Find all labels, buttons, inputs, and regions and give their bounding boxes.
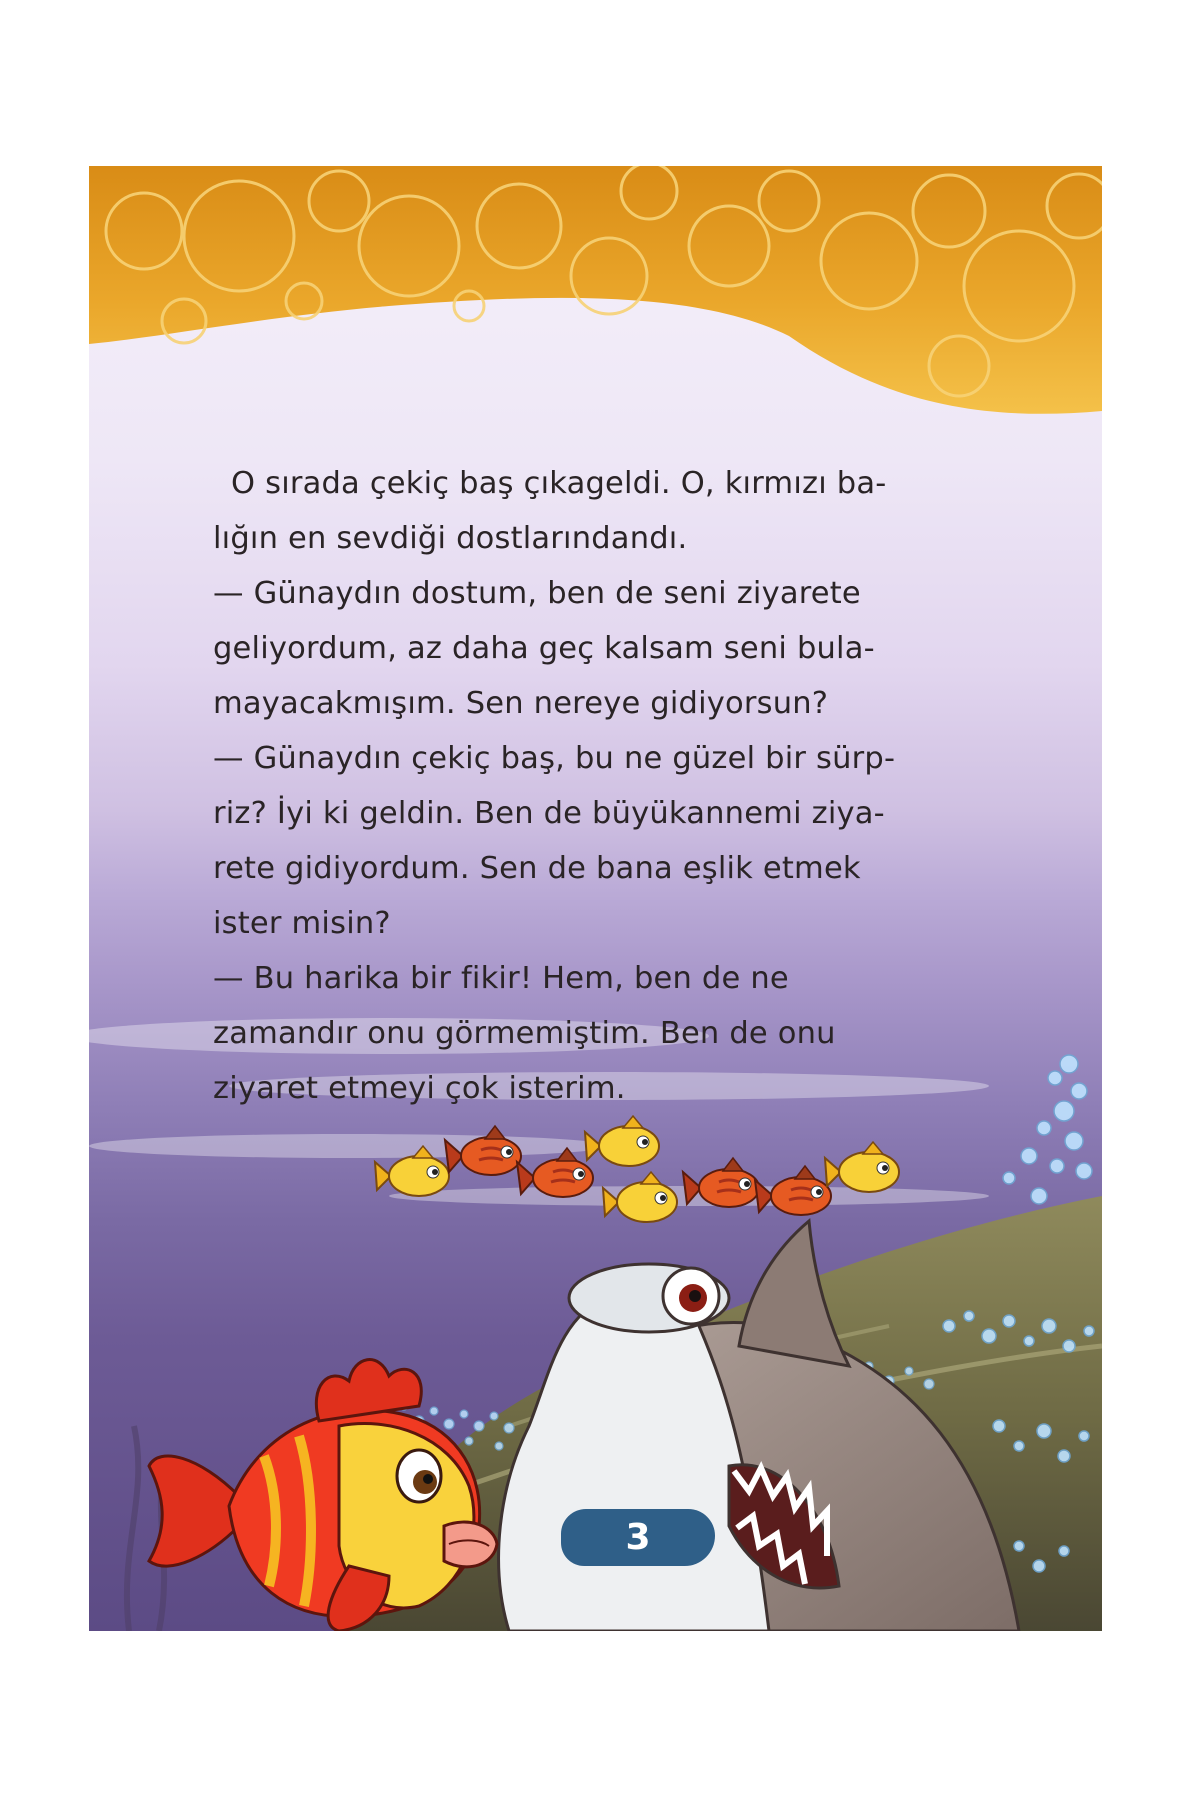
story-line: ziyaret etmeyi çok isterim. xyxy=(213,1071,626,1106)
story-line: — Bu harika bir fikir! Hem, ben de ne xyxy=(213,961,789,996)
small-fish-icon xyxy=(603,1172,677,1222)
story-line: ister misin? xyxy=(213,906,391,941)
story-text xyxy=(213,456,1003,1116)
story-line: riz? İyi ki geldin. Ben de büyükannemi ziya- xyxy=(213,796,885,831)
small-fish-icon xyxy=(445,1126,521,1175)
story-line: — Günaydın dostum, ben de seni ziyarete xyxy=(213,576,861,611)
header-band xyxy=(89,166,1102,414)
story-line: — Günaydın çekiç baş, bu ne güzel bir sürp- xyxy=(213,741,896,776)
red-fish-icon xyxy=(149,1360,497,1631)
story-line: mayacakmışım. Sen nereye gidiyorsun? xyxy=(213,686,829,721)
fish-school xyxy=(375,1116,899,1222)
story-line: O sırada çekiç baş çıkageldi. O, kırmızı ba- xyxy=(231,466,887,501)
story-line: lığın en sevdiği dostlarındandı. xyxy=(213,521,688,556)
page-number-badge: 3 xyxy=(561,1509,715,1566)
story-line: zamandır onu görmemiştim. Ben de onu xyxy=(213,1016,836,1051)
book-page xyxy=(89,166,1102,1631)
small-fish-icon xyxy=(585,1116,659,1166)
story-line: rete gidiyordum. Sen de bana eşlik etmek xyxy=(213,851,861,886)
small-fish-icon xyxy=(825,1142,899,1192)
story-line: geliyordum, az daha geç kalsam seni bula- xyxy=(213,631,875,666)
small-fish-icon xyxy=(755,1166,831,1215)
